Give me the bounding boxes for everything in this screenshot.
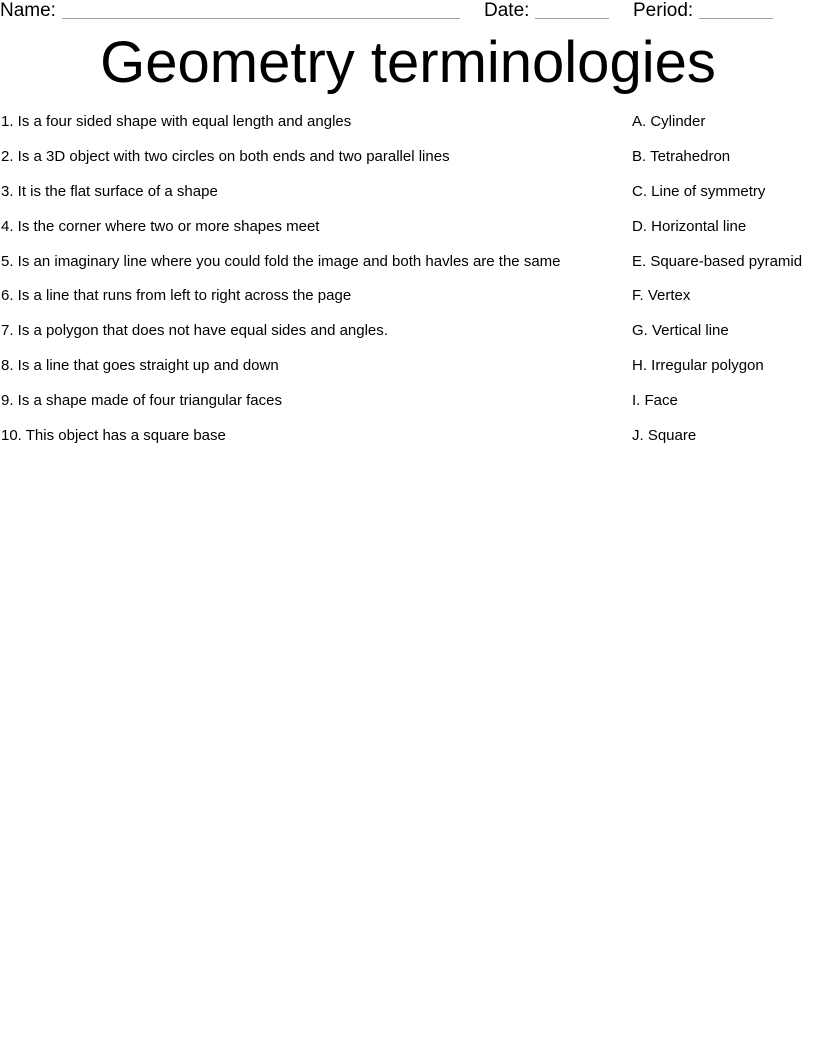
answer-choice: E. Square-based pyramid bbox=[632, 252, 803, 270]
answer-choice: A. Cylinder bbox=[632, 113, 706, 130]
matching-list bbox=[0, 112, 816, 461]
clue-text: 1. Is a four sided shape with equal length and angles bbox=[1, 113, 352, 130]
answer-choice: J. Square bbox=[632, 427, 697, 445]
period-label: Period: bbox=[633, 0, 694, 21]
name-label: Name: bbox=[0, 0, 56, 21]
clue-text: 2. Is a 3D object with two circles on both ends and two parallel lines bbox=[1, 147, 450, 165]
matching-row bbox=[0, 356, 816, 391]
answer-choice: C. Line of symmetry bbox=[632, 182, 766, 200]
matching-row bbox=[0, 112, 816, 147]
matching-row bbox=[0, 182, 816, 217]
clue-text: 7. Is a polygon that does not have equal sides and angles. bbox=[1, 322, 388, 340]
clue-text: 3. It is the flat surface of a shape bbox=[1, 182, 218, 200]
date-field[interactable] bbox=[484, 0, 609, 22]
clue-text: 10. This object has a square base bbox=[1, 427, 226, 445]
answer-choice: B. Tetrahedron bbox=[632, 147, 731, 165]
matching-row bbox=[0, 147, 816, 182]
clue-text: 5. Is an imaginary line where you could fold the image and both havles are the same bbox=[1, 252, 561, 270]
name-blank-line[interactable] bbox=[62, 0, 460, 19]
answer-choice: D. Horizontal line bbox=[632, 217, 747, 235]
matching-row bbox=[0, 286, 816, 321]
period-blank-line[interactable] bbox=[699, 0, 773, 19]
name-field[interactable] bbox=[0, 0, 460, 22]
matching-row bbox=[0, 217, 816, 252]
clue-text: 6. Is a line that runs from left to right across the page bbox=[1, 287, 352, 305]
matching-row bbox=[0, 252, 816, 287]
matching-row bbox=[0, 321, 816, 356]
date-label: Date: bbox=[484, 0, 530, 21]
answer-choice: G. Vertical line bbox=[632, 322, 729, 340]
worksheet-header bbox=[0, 0, 816, 22]
clue-text: 8. Is a line that goes straight up and down bbox=[1, 357, 279, 375]
clue-text: 4. Is the corner where two or more shapes meet bbox=[1, 217, 320, 235]
answer-choice: I. Face bbox=[632, 392, 678, 410]
answer-choice: F. Vertex bbox=[632, 287, 691, 305]
period-field[interactable] bbox=[633, 0, 773, 22]
worksheet-title: Geometry terminologies bbox=[100, 30, 716, 95]
clue-text: 9. Is a shape made of four triangular faces bbox=[1, 392, 282, 410]
matching-row bbox=[0, 426, 816, 461]
answer-choice: H. Irregular polygon bbox=[632, 357, 764, 375]
matching-row bbox=[0, 391, 816, 426]
date-blank-line[interactable] bbox=[535, 0, 609, 19]
